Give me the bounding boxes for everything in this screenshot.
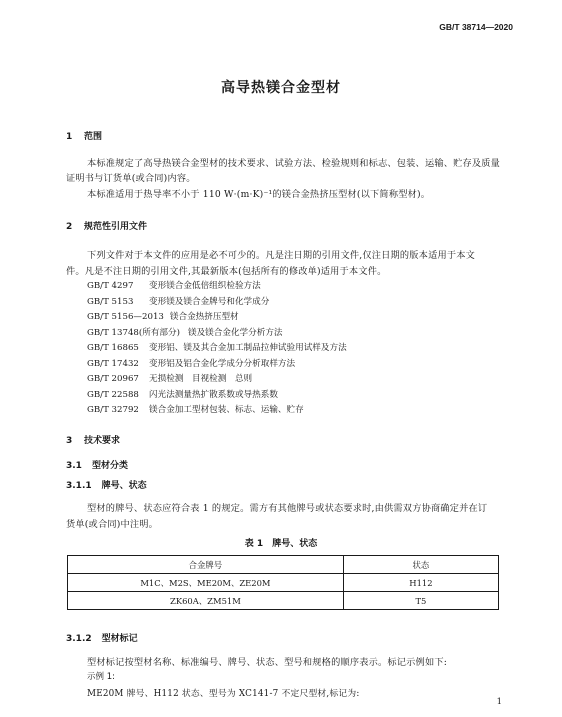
reference-code: GB/T 16865 [87, 343, 139, 353]
reference-code: GB/T 5153 [87, 297, 134, 307]
section-3-1-2-heading [66, 631, 138, 644]
table-row [68, 574, 499, 592]
standard-number: GB/T 38714—2020 [439, 22, 513, 32]
reference-item [87, 310, 239, 322]
section-3-1-1-heading [66, 478, 147, 491]
section-1-para2: 本标准适用于热导率不小于 110 W·(m·K)⁻¹的镁合金热挤压型材(以下简称型材)。 [87, 189, 431, 200]
reference-title: 无损检测 目视检测 总则 [149, 374, 253, 384]
example-text: ME20M 牌号、H112 状态、型号为 XC141-7 不定尺型材,标记为: [87, 689, 360, 699]
section-2-para-line1: 下列文件对于本文件的应用是必不可少的。凡是注日期的引用文件,仅注日期的版本适用于本文 [87, 250, 476, 261]
reference-item [87, 372, 252, 384]
reference-item [87, 295, 269, 307]
section-3-1-1-para-line1: 型材的牌号、状态应符合表 1 的规定。需方有其他牌号或状态要求时,由供需双方协商确定并在订 [87, 503, 488, 514]
section-1-title: 范围 [84, 132, 103, 142]
reference-title: 变形铝及铝合金化学成分分析取样方法 [149, 359, 296, 369]
reference-code: GB/T 13748(所有部分) [87, 328, 180, 338]
section-1-para1-line2: 证明书与订货单(或合同)内容。 [66, 173, 196, 184]
reference-item [87, 403, 304, 415]
reference-item [87, 279, 261, 291]
table-cell: H112 [343, 574, 498, 592]
section-1-para1-line1: 本标准规定了高导热镁合金型材的技术要求、试验方法、检验规则和标志、包装、运输、贮存及质量 [87, 158, 501, 169]
section-3-1-title: 型材分类 [91, 461, 128, 471]
table-header-row [68, 556, 499, 574]
section-3-1-1-title: 牌号、状态 [101, 481, 147, 491]
table-cell: T5 [343, 592, 498, 610]
document-title: 高导热镁合金型材 [221, 80, 341, 96]
reference-title: 镁及镁合金化学分析方法 [187, 328, 283, 338]
reference-title: 镁合金加工型材包装、标志、运输、贮存 [149, 405, 304, 415]
reference-title: 变形铝、镁及其合金加工制品拉伸试验用试样及方法 [149, 343, 347, 353]
reference-code: GB/T 5156—2013 [87, 312, 164, 322]
section-2-number: 2 [66, 222, 73, 232]
reference-title: 变形镁合金低倍组织检验方法 [149, 281, 261, 291]
table-header-cell: 合金牌号 [68, 556, 344, 574]
page-number: 1 [496, 697, 502, 707]
reference-code: GB/T 22588 [87, 390, 139, 400]
section-3-title: 技术要求 [84, 436, 121, 446]
section-3-1-2-para: 型材标记按型材名称、标准编号、牌号、状态、型号和规格的顺序表示。标记示例如下: [87, 657, 448, 668]
section-3-heading [66, 433, 120, 446]
example-label: 示例 1: [87, 672, 115, 682]
reference-item [87, 341, 347, 353]
reference-title: 变形镁及镁合金牌号和化学成分 [149, 297, 270, 307]
table-cell: ZK60A、ZM51M [68, 592, 344, 610]
section-2-title: 规范性引用文件 [84, 222, 148, 232]
section-3-1-2-number: 3.1.2 [66, 634, 92, 644]
reference-item [87, 326, 283, 338]
reference-code: GB/T 17432 [87, 359, 139, 369]
table-1 [67, 555, 499, 610]
reference-item [87, 357, 295, 369]
table-cell: M1C、M2S、ME20M、ZE20M [68, 574, 344, 592]
section-2-para-line2: 件。凡是不注日期的引用文件,其最新版本(包括所有的修改单)适用于本文件。 [66, 266, 387, 277]
reference-code: GB/T 32792 [87, 405, 139, 415]
table-header-cell: 状态 [343, 556, 498, 574]
section-3-1-1-para-line2: 货单(或合同)中注明。 [66, 519, 159, 530]
reference-title: 闪光法测量热扩散系数或导热系数 [149, 390, 278, 400]
reference-item [87, 388, 278, 400]
section-3-1-1-number: 3.1.1 [66, 481, 92, 491]
reference-code: GB/T 4297 [87, 281, 134, 291]
section-3-1-2-title: 型材标记 [101, 634, 138, 644]
section-2-heading [66, 219, 147, 232]
table-1-caption: 表 1 牌号、状态 [244, 539, 318, 549]
reference-title: 镁合金热挤压型材 [169, 312, 239, 322]
reference-code: GB/T 20967 [87, 374, 139, 384]
section-3-1-number: 3.1 [66, 461, 82, 471]
section-1-number: 1 [66, 132, 73, 142]
section-1-heading [66, 129, 102, 142]
section-3-1-heading [66, 458, 128, 471]
section-3-number: 3 [66, 436, 73, 446]
table-row [68, 592, 499, 610]
